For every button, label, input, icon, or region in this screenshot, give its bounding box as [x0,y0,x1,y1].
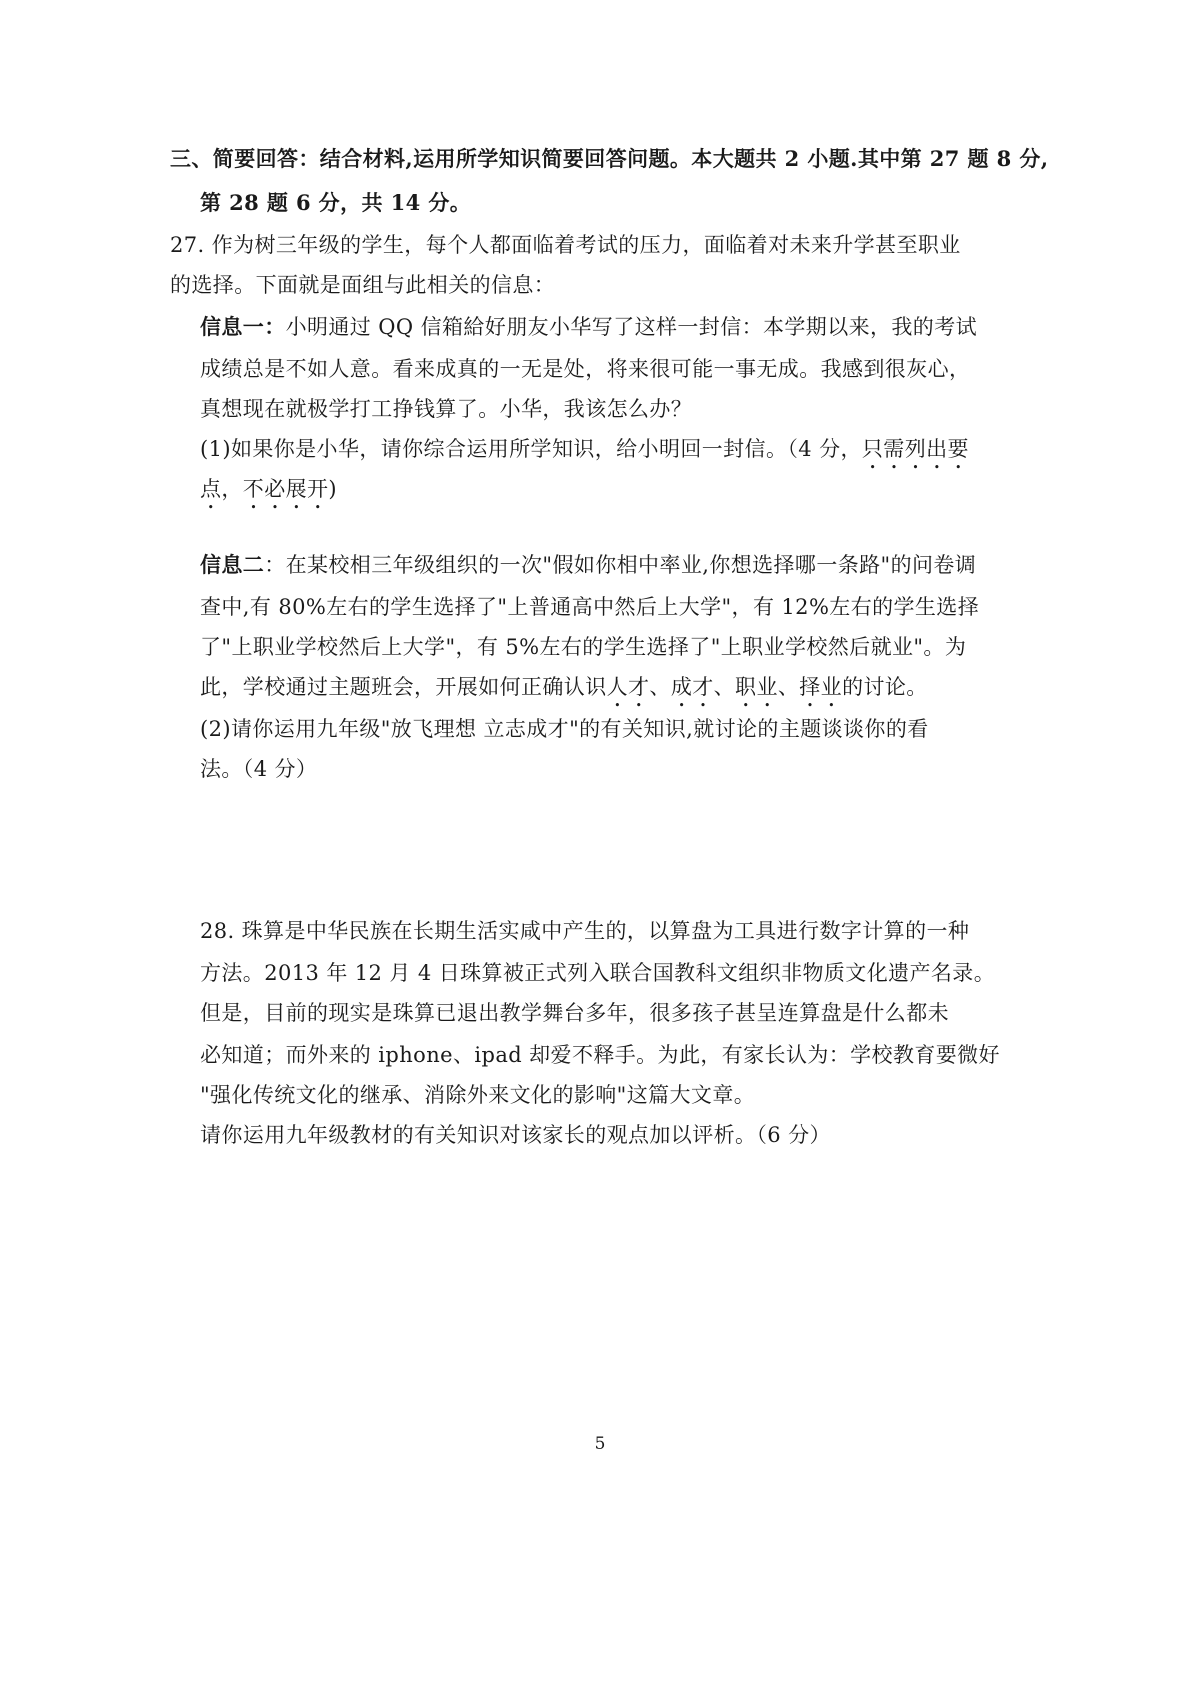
sep-2: 、 [713,675,736,699]
emph-zhiye: 职业 [735,675,778,699]
emph-chengcai: 成才 [670,675,714,699]
sub1-emphasis: 只需列出要 [861,437,969,461]
emph-rencai: 人才 [606,675,650,699]
info1-label: 信息一： [200,314,286,339]
sep-3: 、 [777,675,800,699]
info2-line4-end: 的讨论。 [842,675,928,699]
q28-line1: 28. 珠算是中华民族在长期生活实咸中产生的，以算盘为工具进行数字计算的一种 [200,919,970,943]
sub1-emphasis-2: 点，不必展开 [200,477,329,501]
sub1-text: (1)如果你是小华，请你综合运用所学知识，给小明回一封信。（4 分， [200,437,862,461]
sub1-line1 [200,434,969,474]
section-heading-line1: 三、简要回答：结合材料,运用所学知识简要回答问题。本大题共 2 小题.其中第 27 题 8 分, [170,146,1049,171]
info1-line3: 真想现在就极学打工挣钱算了。小华，我该怎么办？ [200,397,693,421]
q27-intro-line1: 27. 作为树三年级的学生，每个人都面临着考试的压力，面临着对未来升学甚至职业 [170,233,961,257]
info2-line2: 查中,有 80%左右的学生选择了"上普通高中然后上大学"，有 12%左右的学生选择 [200,595,980,619]
info2-text: ：在某校相三年级组织的一次"假如你相中率业,你想选择哪一条路"的问卷调 [264,553,977,577]
info2-line4-text: 此，学校通过主题班会，开展如何正确认识 [200,675,607,699]
info2-line3: 了"上职业学校然后上大学"，有 5%左右的学生选择了"上职业学校然后就业"。为 [200,635,967,659]
info1-text: 小明通过 QQ 信箱給好朋友小华写了这样一封信：本学期以来，我的考试 [285,315,977,339]
sep-1: 、 [649,675,671,699]
sub2-line1: (2)请你运用九年级"放飞理想 立志成才"的有关知识,就讨论的主题谈谈你的看 [200,717,929,741]
q28-line5: "强化传统文化的继承、消除外来文化的影响"这篇大文章。 [200,1083,756,1107]
q28-line6: 请你运用九年级教材的有关知识对该家长的观点加以评析。（6 分） [200,1123,831,1147]
info1-line2: 成绩总是不如人意。看来成真的一无是处，将来很可能一事无成。我感到很灰心， [200,357,971,381]
q28-line4: 必知道；而外来的 iphone、ipad 却爱不释手。为此，有家长认为：学校教育要微好 [200,1043,1000,1067]
sub1-close: ) [328,477,337,501]
q28-line2: 方法。2013 年 12 月 4 日珠算被正式列入联合国教科文组织非物质文化遗产名录。 [200,961,996,985]
q27-intro-line2: 的选择。下面就是面组与此相关的信息： [170,273,556,297]
info1-line1 [200,312,977,342]
info2-label: 信息二 [200,552,265,577]
emph-zeye: 择业 [799,675,843,699]
q28-line3: 但是，目前的现实是珠算已退出教学舞台多年，很多孩子甚呈连算盘是什么都未 [200,1001,949,1025]
sub1-line2 [200,474,337,514]
info2-line1 [200,550,976,580]
info2-line4 [200,672,928,712]
sub2-line2: 法。（4 分） [200,757,318,781]
section-heading-line2: 第 28 题 6 分，共 14 分。 [200,190,472,215]
page-number: 5 [594,1434,606,1454]
